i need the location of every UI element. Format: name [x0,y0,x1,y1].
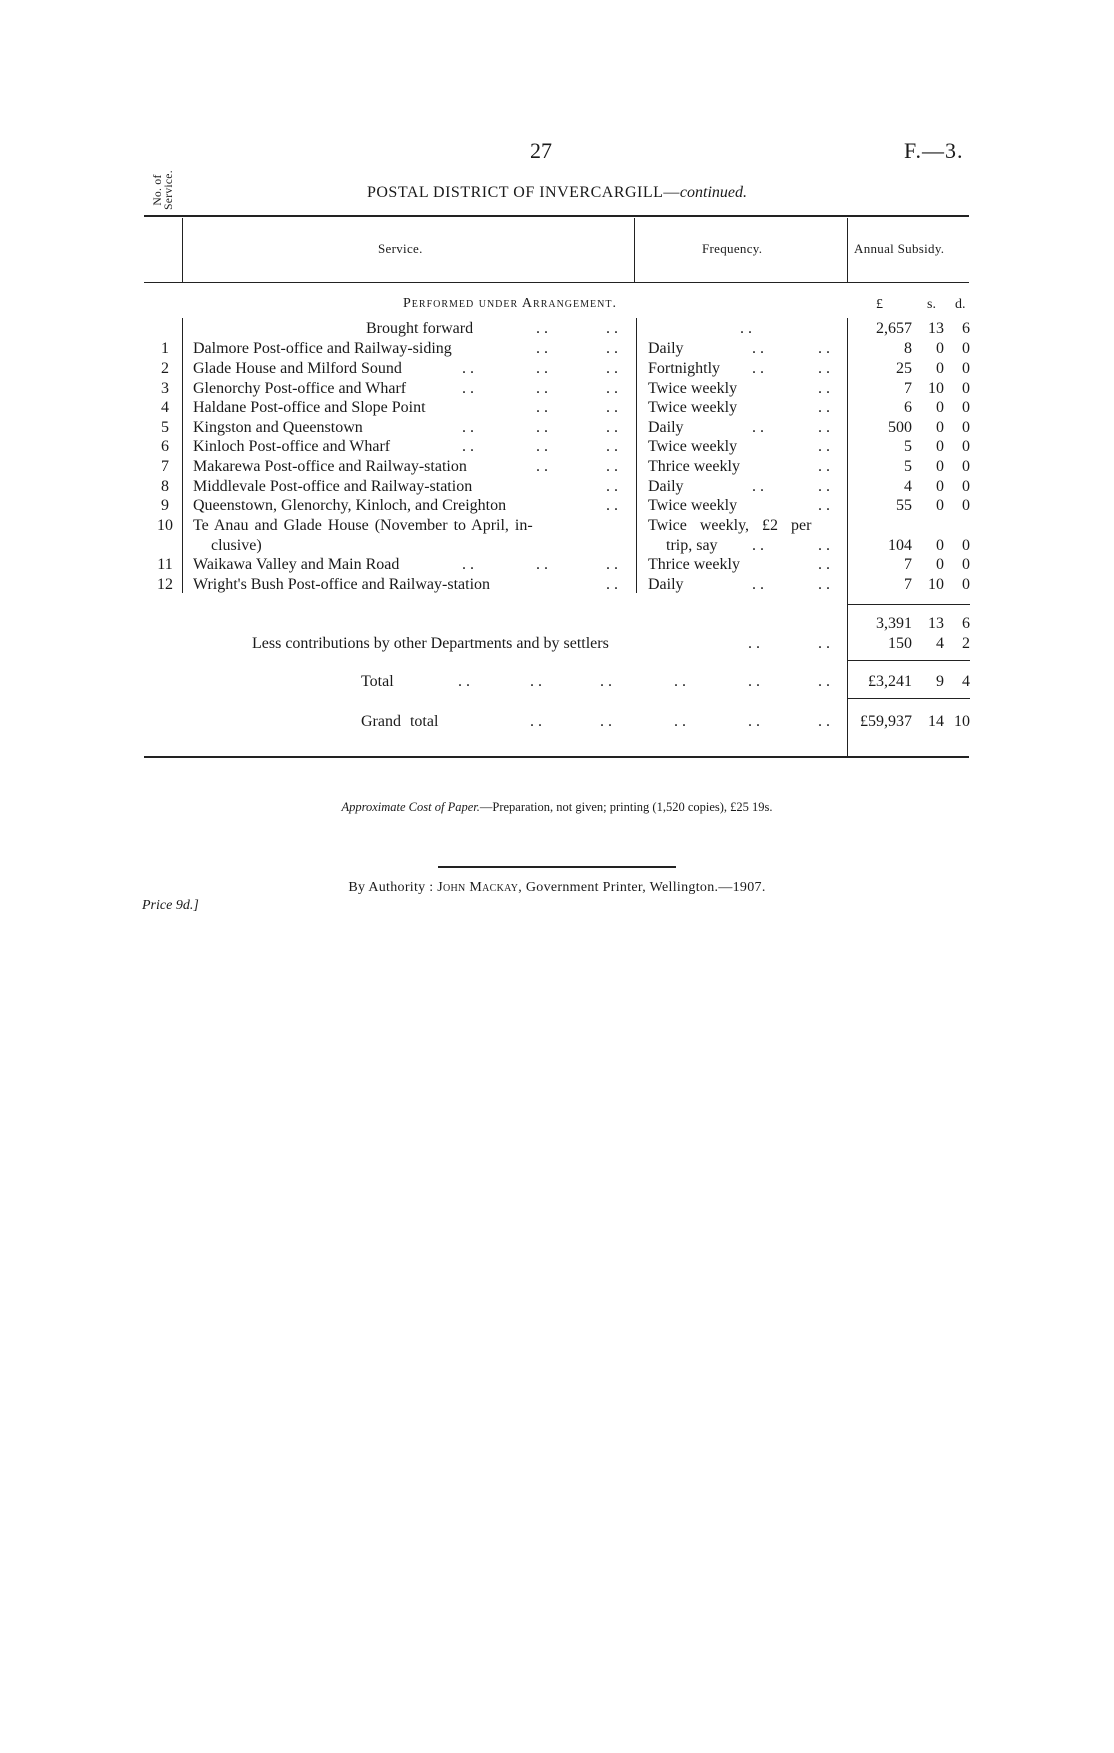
leader-dots: .. [818,458,834,475]
leader-dots: .. [752,360,768,377]
leader-dots: .. [752,537,768,554]
leader-dots: .. [606,399,622,416]
leader-dots: .. [818,399,834,416]
pounds-value: 3,391 [876,615,912,632]
frequency: Twice weekly [648,497,738,514]
leader-dots: .. [818,419,834,436]
service-name: Glade House and Milford Sound [193,360,402,377]
title-suffix: continued. [679,184,748,201]
header-annual-subsidy: Annual Subsidy. [854,241,945,256]
shillings-value: 9 [936,673,944,690]
leader-dots: .. [606,576,622,593]
shillings-value: 0 [936,438,944,455]
leader-dots: .. [458,673,474,690]
printer-imprint [0,880,1114,896]
table-row [0,418,1114,438]
frequency: Daily [648,576,684,593]
table-row [0,457,1114,477]
unit-pence: d. [955,297,966,312]
leader-dots: .. [462,419,478,436]
pounds-value: 5 [904,438,912,455]
service-number: 10 [157,517,173,534]
column-divider [634,218,635,282]
service-number: 3 [161,380,169,397]
service-number: 5 [161,419,169,436]
pounds-value: 7 [904,556,912,573]
leader-dots: .. [606,340,622,357]
service-name: Queenstown, Glenorchy, Kinloch, and Creighton [193,497,507,514]
pounds-value: 500 [888,419,912,436]
table-row [0,359,1114,379]
column-divider [182,218,183,282]
service-number: 7 [161,458,169,475]
subtotal-rule [848,604,970,605]
pounds-value: 8 [904,340,912,357]
total-row [0,672,1114,692]
shillings-value: 13 [928,320,944,337]
pounds-value: £3,241 [868,673,912,690]
subtotal-row [0,614,1114,634]
table-row [0,477,1114,497]
leader-dots: .. [818,380,834,397]
frequency: Twice weekly [648,380,738,397]
leader-dots: .. [462,556,478,573]
frequency: Thrice weekly [648,556,740,573]
pence-value: 6 [962,615,970,632]
leader-dots: .. [752,340,768,357]
pence-value: 4 [962,673,970,690]
pence-value: 0 [962,537,970,554]
shillings-value: 13 [928,615,944,632]
shillings-value: 0 [936,497,944,514]
leader-dots: .. [606,556,622,573]
shillings-value: 10 [928,380,944,397]
leader-dots: .. [818,537,834,554]
pence-value: 2 [962,635,970,652]
service-name: Kinloch Post-office and Wharf [193,438,391,455]
service-number: 9 [161,497,169,514]
frequency: Daily [648,478,684,495]
table-row [0,379,1114,399]
pounds-value: 5 [904,458,912,475]
shillings-value: 10 [928,576,944,593]
pence-value: 0 [962,380,970,397]
service-number: 4 [161,399,169,416]
leader-dots: .. [818,673,834,690]
pence-value: 0 [962,438,970,455]
imprint-prefix: By Authority : [348,880,438,895]
shillings-value: 0 [936,458,944,475]
pence-value: 0 [962,340,970,357]
unit-pounds: £ [876,297,883,312]
frequency: Twice weekly, £2 per [648,517,812,534]
leader-dots: .. [818,497,834,514]
leader-dots: .. [674,713,690,730]
page-number: 27 [530,138,552,163]
pence-value: 0 [962,576,970,593]
shillings-value: 14 [928,713,944,730]
table-row [0,555,1114,575]
leader-dots: .. [536,380,552,397]
service-name: Makarewa Post-office and Railway-station [193,458,467,475]
pence-value: 6 [962,320,970,337]
service-number: 11 [157,556,173,573]
leader-dots: .. [462,380,478,397]
shillings-value: 0 [936,399,944,416]
leader-dots: .. [536,399,552,416]
leader-dots: .. [752,478,768,495]
leader-dots: .. [536,419,552,436]
leader-dots: .. [606,497,622,514]
leader-dots: .. [606,458,622,475]
pence-value: 0 [962,360,970,377]
frequency-continued: trip, say [666,537,718,554]
brought-forward-label: Brought forward [366,320,474,337]
service-name-continued: clusive) [211,537,262,554]
frequency: Thrice weekly [648,458,740,475]
total-label: Total [361,673,394,690]
pounds-value: 25 [896,360,912,377]
pounds-value: 4 [904,478,912,495]
shillings-value: 0 [936,556,944,573]
imprint-rule [438,866,676,868]
pence-value: 10 [954,713,970,730]
document-reference: F.—3. [904,138,964,163]
leader-dots: .. [536,320,552,337]
table-row [0,516,1114,536]
leader-dots: .. [740,320,756,337]
leader-dots: .. [606,320,622,337]
less-contributions-row [0,634,1114,654]
frequency: Daily [648,419,684,436]
unit-shillings: s. [927,297,936,312]
service-number: 8 [161,478,169,495]
shillings-value: 0 [936,419,944,436]
column-divider [847,218,848,282]
table-top-rule [144,215,969,217]
table-row [0,437,1114,457]
leader-dots: .. [818,438,834,455]
leader-dots: .. [606,380,622,397]
service-name: Haldane Post-office and Slope Point [193,399,426,416]
leader-dots: .. [818,478,834,495]
service-name: Kingston and Queenstown [193,419,363,436]
leader-dots: .. [536,340,552,357]
pence-value: 0 [962,399,970,416]
header-bottom-rule [144,282,969,283]
leader-dots: .. [818,713,834,730]
pounds-value: 7 [904,576,912,593]
pounds-value: £59,937 [860,713,912,730]
total-rule [848,660,970,661]
service-number: 2 [161,360,169,377]
leader-dots: .. [536,360,552,377]
leader-dots: .. [530,673,546,690]
service-number: 12 [157,576,173,593]
pounds-value: 7 [904,380,912,397]
frequency: Twice weekly [648,399,738,416]
pounds-value: 150 [888,635,912,652]
imprint-printer: John Mackay [437,880,519,895]
header-service-number: No. of Service. [152,170,175,210]
service-name: Dalmore Post-office and Railway-siding [193,340,452,357]
grand-total-rule [848,698,970,699]
leader-dots: .. [818,556,834,573]
leader-dots: .. [748,635,764,652]
leader-dots: .. [606,419,622,436]
pence-value: 0 [962,458,970,475]
imprint-suffix: , Government Printer, Wellington.—1907. [518,880,766,895]
shillings-value: 0 [936,537,944,554]
shillings-value: 0 [936,478,944,495]
leader-dots: .. [530,713,546,730]
service-name: Middlevale Post-office and Railway-station [193,478,473,495]
table-row [0,339,1114,359]
table-row [0,398,1114,418]
table-row-continued [0,536,1114,556]
table-bottom-rule [144,756,969,758]
less-contributions-label: Less contributions by other Departments and by settlers [252,635,609,652]
leader-dots: .. [606,478,622,495]
leader-dots: .. [748,673,764,690]
leader-dots: .. [748,713,764,730]
grand-total-label: Grand total [361,713,439,730]
pounds-value: 104 [888,537,912,554]
table-row [0,575,1114,595]
leader-dots: .. [600,713,616,730]
pounds-value: 6 [904,399,912,416]
leader-dots: .. [752,576,768,593]
pounds-value: 2,657 [876,320,912,337]
brought-forward-row [0,319,1114,339]
shillings-value: 0 [936,340,944,357]
pounds-value: 55 [896,497,912,514]
leader-dots: .. [818,340,834,357]
table-row [0,496,1114,516]
header-service: Service. [378,241,423,256]
title-main: POSTAL DISTRICT OF INVERCARGILL— [366,184,680,201]
leader-dots: .. [536,556,552,573]
section-heading: Performed under Arrangement. [403,296,617,311]
pence-value: 0 [962,419,970,436]
leader-dots: .. [536,458,552,475]
shillings-value: 4 [936,635,944,652]
footnote-label: Approximate Cost of Paper. [341,800,480,814]
price-note: Price 9d.] [142,898,199,913]
shillings-value: 0 [936,360,944,377]
pence-value: 0 [962,556,970,573]
frequency: Fortnightly [648,360,721,377]
leader-dots: .. [818,360,834,377]
leader-dots: .. [462,360,478,377]
header-frequency: Frequency. [702,241,763,256]
footnote-text: —Preparation, not given; printing (1,520 copies), £25 19s. [479,800,773,814]
service-name: Wright's Bush Post-office and Railway-station [193,576,491,593]
cost-footnote [0,800,1114,815]
pence-value: 0 [962,497,970,514]
service-number: 1 [161,340,169,357]
frequency: Daily [648,340,684,357]
leader-dots: .. [674,673,690,690]
leader-dots: .. [536,438,552,455]
leader-dots: .. [606,360,622,377]
service-name: Glenorchy Post-office and Wharf [193,380,407,397]
leader-dots: .. [462,438,478,455]
service-name: Te Anau and Glade House (November to April, in- [193,517,533,534]
leader-dots: .. [818,576,834,593]
leader-dots: .. [818,635,834,652]
leader-dots: .. [600,673,616,690]
service-number: 6 [161,438,169,455]
grand-total-row [0,712,1114,732]
leader-dots: .. [606,438,622,455]
frequency: Twice weekly [648,438,738,455]
pence-value: 0 [962,478,970,495]
service-name: Waikawa Valley and Main Road [193,556,400,573]
leader-dots: .. [752,419,768,436]
